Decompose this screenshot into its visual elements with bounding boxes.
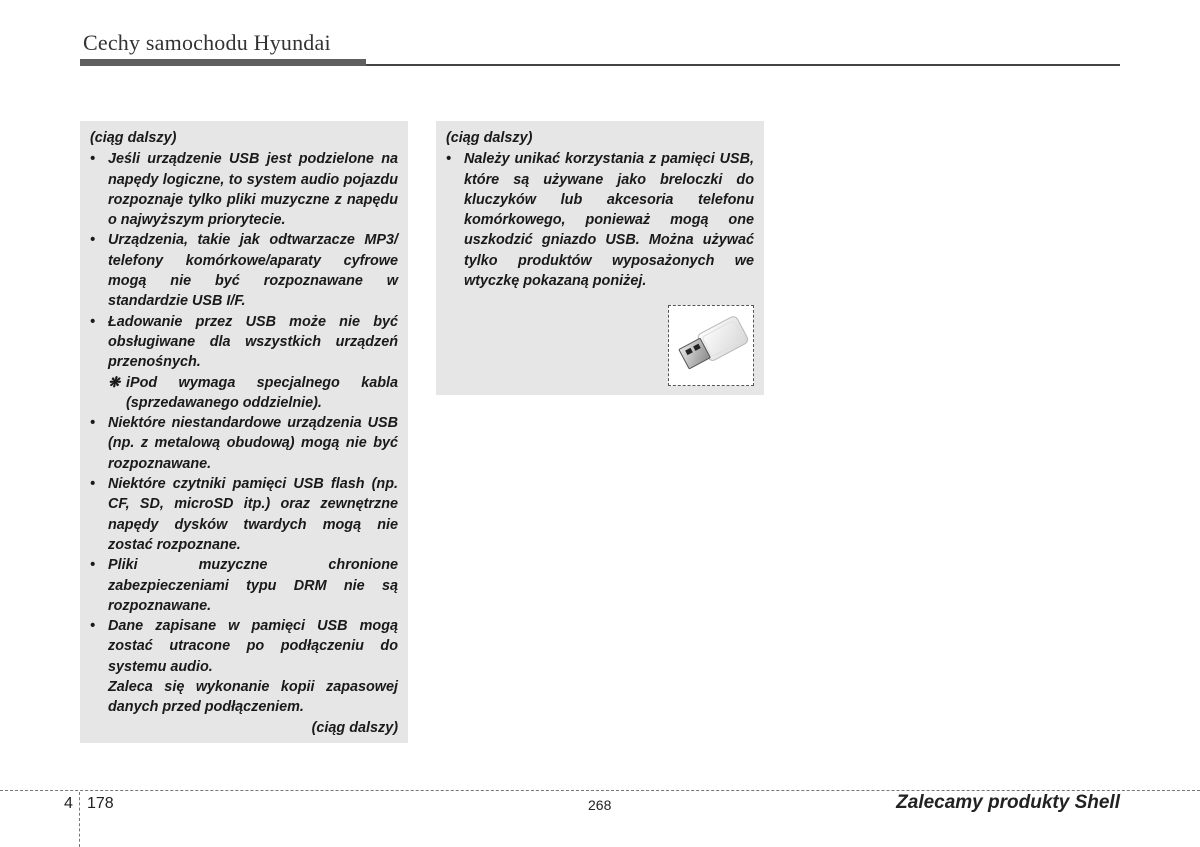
bullet: • xyxy=(90,557,96,574)
list-item xyxy=(446,149,754,291)
list-item xyxy=(90,413,398,474)
list-item xyxy=(90,555,398,616)
footer-divider xyxy=(0,790,1200,791)
list-item xyxy=(90,312,398,373)
page-header-title: Cechy samochodu Hyundai xyxy=(83,30,331,55)
list-item-text: Pliki muzyczne chronione zabezpieczeniami typu DRM nie są rozpoznawane. xyxy=(108,557,398,614)
usb-plug-image xyxy=(668,305,754,386)
list-item-text: Jeśli urządzenie USB jest podzielone na napędy logiczne, to system audio pojazdu rozpoznaje tylko pliki muzyczne z napędu o najwyższym priorytecie. xyxy=(108,151,398,229)
note-list xyxy=(90,413,398,717)
header-bar xyxy=(80,59,366,66)
usb-flash-drive-icon xyxy=(669,306,753,385)
list-item-text: Dane zapisane w pamięci USB mogą zostać utracone po podłączeniu do systemu audio. xyxy=(108,618,398,675)
page-number: 178 xyxy=(87,795,114,812)
header-rule xyxy=(366,64,1120,66)
list-item xyxy=(90,474,398,555)
list-item xyxy=(90,616,398,717)
list-item-text: Należy unikać korzystania z pamięci USB, które są używane jako breloczki do kluczyków lub akcesoria telefonu komórkowego, ponieważ mogą one uszkodzić gniazdo USB. Można używać tylko produktów wyposażonych we wtyczkę pokazaną poniżej. xyxy=(464,151,754,290)
continued-label-top: (ciąg dalszy) xyxy=(446,130,533,146)
bullet: • xyxy=(90,415,96,432)
footer-slogan: Zalecamy produkty Shell xyxy=(896,792,1120,813)
list-item-text: Ładowanie przez USB może nie być obsługiwane dla wszystkich urządzeń przenośnych. xyxy=(108,313,398,371)
bullet: • xyxy=(90,232,96,249)
list-item-text: Niektóre niestandardowe urządzenia USB (np. z metalową obudową) mogą nie być rozpoznawane. xyxy=(108,415,398,472)
list-item-text: Niektóre czytniki pamięci USB flash (np. CF, SD, microSD itp.) oraz zewnętrzne napędy dysków twardych mogą nie zostać rozpoznane. xyxy=(108,476,398,553)
continued-label-top: (ciąg dalszy) xyxy=(90,130,177,146)
note-box-left xyxy=(80,121,408,743)
note-mark: ❋ xyxy=(108,374,121,391)
bullet: • xyxy=(90,618,96,635)
ipod-note xyxy=(90,373,398,414)
list-item-text: Urządzenia, takie jak odtwarzacze MP3/ telefony komórkowe/aparaty cyfrowe mogą nie być rozpoznawane w standardzie USB I/F. xyxy=(108,232,398,310)
bullet: • xyxy=(90,476,96,493)
bullet: • xyxy=(90,313,96,330)
bullet: • xyxy=(90,151,96,168)
bullet: • xyxy=(446,151,452,168)
chapter-number: 4 xyxy=(64,795,73,812)
continued-label-bottom: (ciąg dalszy) xyxy=(311,719,398,736)
note-list xyxy=(446,149,754,291)
center-page-number: 268 xyxy=(588,797,612,813)
list-item xyxy=(90,230,398,311)
footer-vertical-divider xyxy=(79,792,80,847)
ipod-note-text: iPod wymaga specjalnego kabla (sprzedawanego oddzielnie). xyxy=(126,374,398,411)
note-list xyxy=(90,149,398,372)
backup-advice-text: Zaleca się wykonanie kopii zapasowej danych przed podłączeniem. xyxy=(108,679,398,716)
list-item xyxy=(90,149,398,230)
